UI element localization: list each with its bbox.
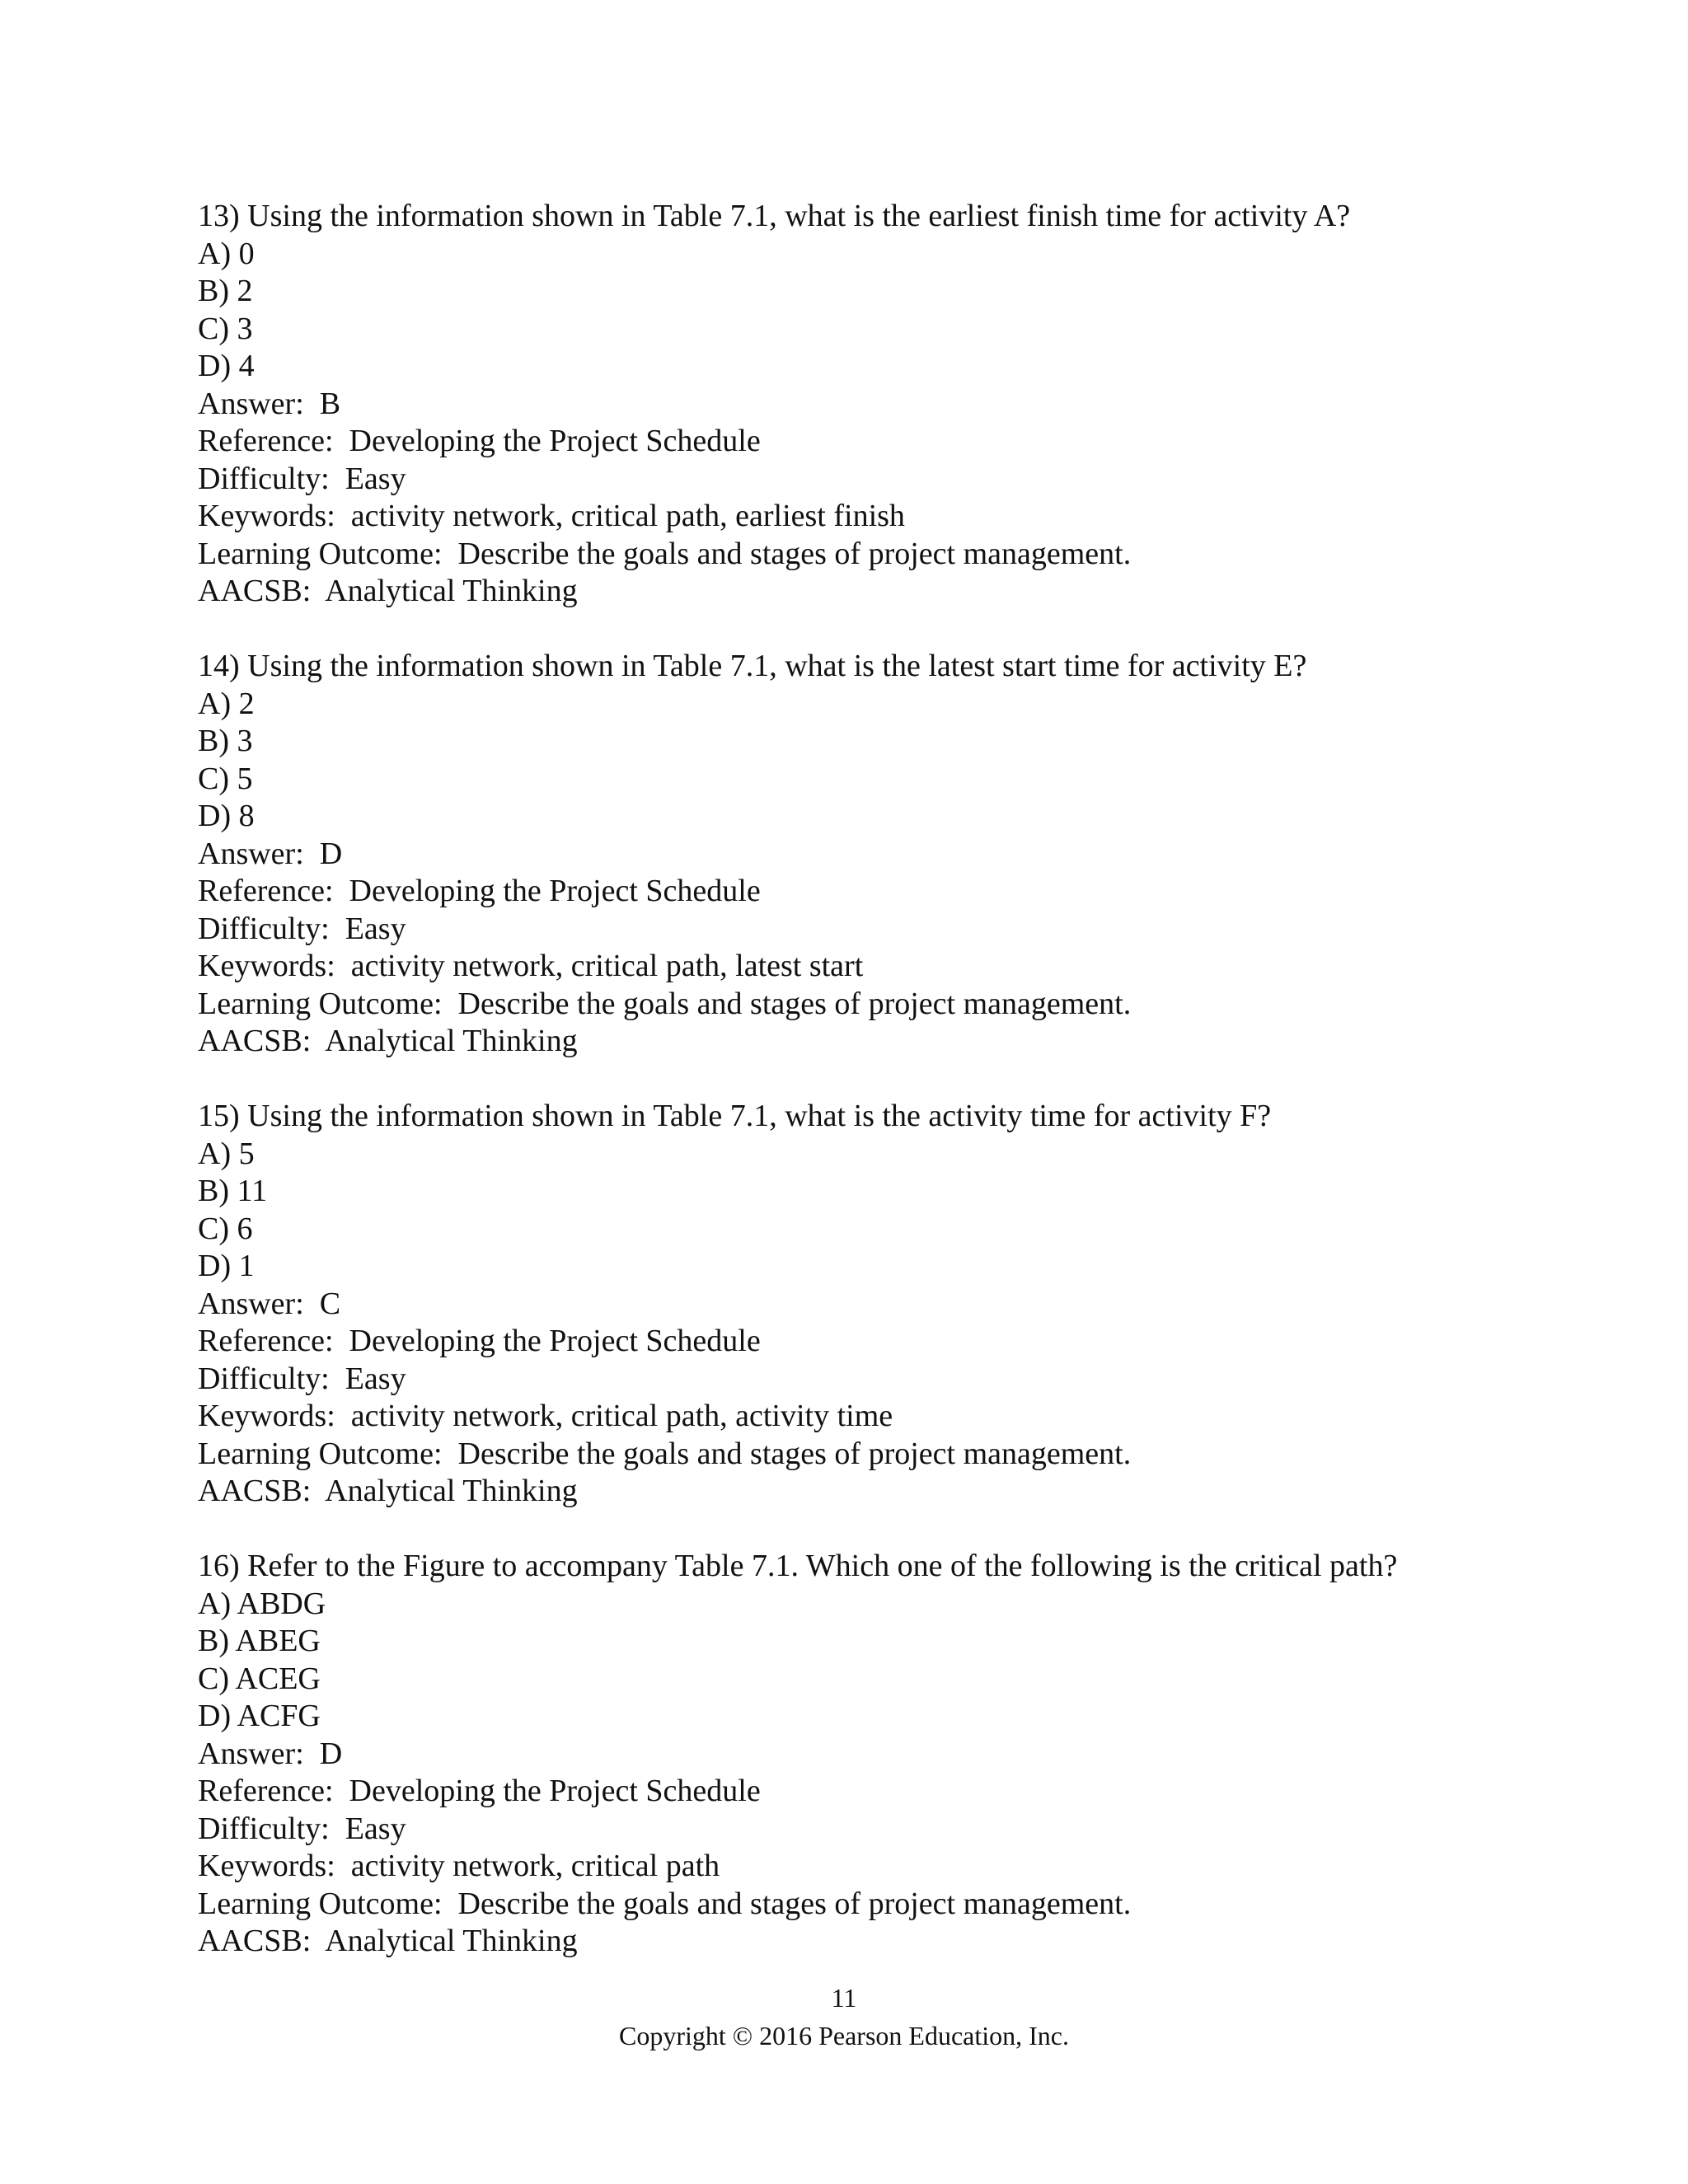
- answer-line: Answer: D: [198, 836, 343, 871]
- option-d: D) 1: [198, 1249, 255, 1283]
- learning-outcome-line: Learning Outcome: Describe the goals and stages of project management.: [198, 1886, 1132, 1921]
- difficulty-line: Difficulty: Easy: [198, 1361, 406, 1396]
- question-16: [198, 1548, 1517, 1961]
- question-stem: 13) Using the information shown in Table 7.1, what is the earliest finish time for activity A?: [198, 199, 1351, 233]
- keywords-line: Keywords: activity network, critical path, earliest finish: [198, 499, 905, 533]
- aacsb-line: AACSB: Analytical Thinking: [198, 574, 578, 608]
- option-b: B) 11: [198, 1174, 268, 1208]
- answer-line: Answer: B: [198, 386, 341, 421]
- answer-line: Answer: C: [198, 1286, 341, 1321]
- reference-line: Reference: Developing the Project Schedule: [198, 874, 761, 908]
- reference-line: Reference: Developing the Project Schedule: [198, 1774, 761, 1808]
- keywords-line: Keywords: activity network, critical path: [198, 1849, 720, 1883]
- keywords-line: Keywords: activity network, critical path, activity time: [198, 1399, 893, 1433]
- option-d: D) 4: [198, 349, 255, 383]
- option-c: C) ACEG: [198, 1661, 321, 1696]
- aacsb-line: AACSB: Analytical Thinking: [198, 1474, 578, 1508]
- difficulty-line: Difficulty: Easy: [198, 1811, 406, 1846]
- answer-line: Answer: D: [198, 1736, 343, 1771]
- question-14: [198, 648, 1517, 1061]
- question-stem: 16) Refer to the Figure to accompany Table 7.1. Which one of the following is the critical path?: [198, 1549, 1398, 1583]
- question-13: [198, 198, 1517, 611]
- option-b: B) ABEG: [198, 1624, 321, 1658]
- difficulty-line: Difficulty: Easy: [198, 911, 406, 946]
- option-a: A) 0: [198, 236, 255, 271]
- question-stem: 14) Using the information shown in Table 7.1, what is the latest start time for activity E?: [198, 649, 1307, 683]
- learning-outcome-line: Learning Outcome: Describe the goals and stages of project management.: [198, 986, 1132, 1021]
- keywords-line: Keywords: activity network, critical path, latest start: [198, 949, 864, 983]
- option-b: B) 2: [198, 274, 253, 308]
- option-c: C) 3: [198, 311, 253, 346]
- option-c: C) 6: [198, 1211, 253, 1246]
- reference-line: Reference: Developing the Project Schedule: [198, 1324, 761, 1358]
- learning-outcome-line: Learning Outcome: Describe the goals and stages of project management.: [198, 1436, 1132, 1471]
- page-number: 11: [831, 1983, 857, 2013]
- question-15: [198, 1098, 1517, 1511]
- learning-outcome-line: Learning Outcome: Describe the goals and stages of project management.: [198, 536, 1132, 571]
- document-body: [198, 198, 1517, 1998]
- copyright-notice: Copyright © 2016 Pearson Education, Inc.: [619, 2021, 1069, 2050]
- option-c: C) 5: [198, 761, 253, 796]
- difficulty-line: Difficulty: Easy: [198, 461, 406, 496]
- aacsb-line: AACSB: Analytical Thinking: [198, 1924, 578, 1958]
- option-b: B) 3: [198, 724, 253, 758]
- option-a: A) ABDG: [198, 1586, 326, 1621]
- option-d: D) ACFG: [198, 1699, 321, 1733]
- option-a: A) 5: [198, 1136, 255, 1171]
- option-a: A) 2: [198, 686, 255, 721]
- reference-line: Reference: Developing the Project Schedule: [198, 424, 761, 458]
- aacsb-line: AACSB: Analytical Thinking: [198, 1024, 578, 1058]
- question-stem: 15) Using the information shown in Table 7.1, what is the activity time for activity F?: [198, 1099, 1272, 1133]
- option-d: D) 8: [198, 799, 255, 833]
